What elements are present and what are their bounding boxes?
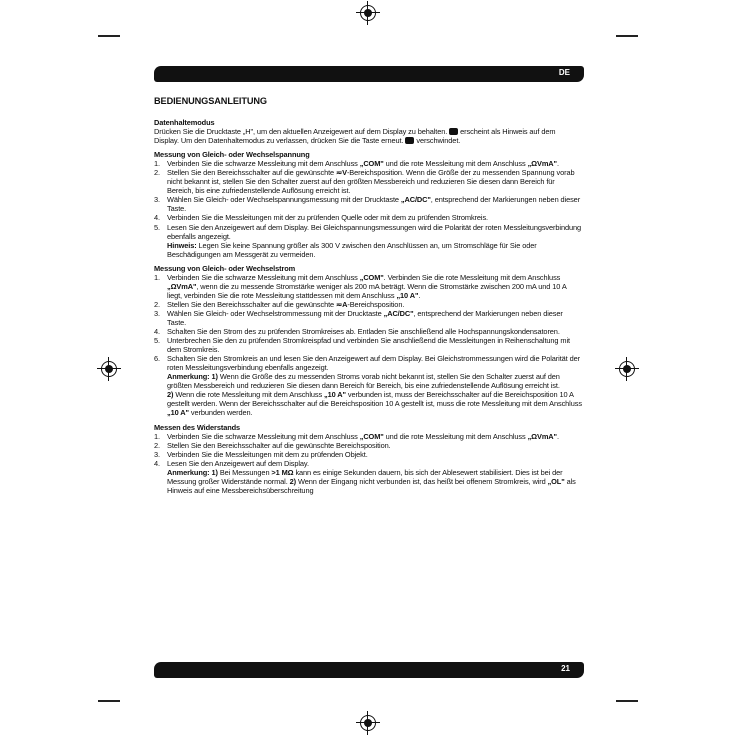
voltage-steps <box>154 159 582 259</box>
list-item: 5. Lesen Sie den Anzeigewert auf dem Display. Bei Gleichspannungsmessungen wird die Polarität der roten Messleitungsverbindung ebenfalls angezeigt. Hinweis: Legen Sie keine Spannung größer als 300 V zwischen den Anschlüssen an, um Stromschläge für Sie oder Beschädigungen am Messgerät zu vermeiden. <box>154 222 582 259</box>
section-title-voltage: Messung von Gleich- oder Wechselspannung <box>154 150 310 160</box>
list-item: 4. Lesen Sie den Anzeigewert auf dem Display. Anmerkung: 1) Bei Messungen >1 MΩ kann es einige Sekunden dauern, bis sich der Ablesewert stabilisiert. Dies ist bei der Messung großer Widerstände normal. 2) Wenn der Eingang nicht verbunden ist, das heißt bei offenem Stromkreis, wird „OL" als Hinweis auf eine Messbereichsüberschreitung <box>154 458 576 495</box>
section-title-hold: Datenhaltemodus <box>154 118 215 127</box>
resistance-steps <box>154 432 582 495</box>
header-bar <box>154 66 584 82</box>
hold-symbol-icon <box>449 128 458 135</box>
hold-paragraph: Drücken Sie die Drucktaste „H", um den aktuellen Anzeigewert auf dem Display zu behalten. erscheint als Hinweis auf dem Display. Um den Datenhaltemodus zu verlassen, drücken Sie die Taste erneut. verschwindet. <box>154 127 556 146</box>
list-item: 2. Stellen Sie den Bereichsschalter auf die gewünschte Bereichsposition. <box>154 440 391 450</box>
crop-mark <box>98 35 120 37</box>
list-item: 1. Verbinden Sie die schwarze Messleitung mit dem Anschluss „COM" und die rote Messleitung mit dem Anschluss „ΩVmA". <box>154 431 559 441</box>
list-item: 4. Schalten Sie den Strom des zu prüfenden Stromkreises ab. Entladen Sie anschließend alle Hochspannungskondensatoren. <box>154 327 560 337</box>
list-item: 2. Stellen Sie den Bereichsschalter auf die gewünschte ≂A-Bereichsposition. <box>154 299 405 309</box>
manual-content <box>154 95 582 495</box>
list-item: 3. Wählen Sie Gleich- oder Wechselstrommessung mit der Drucktaste „AC/DC", entsprechend der Markierungen neben dieser Taste. <box>154 308 563 327</box>
section-title-resistance: Messen des Widerstands <box>154 422 241 432</box>
registration-mark-right <box>619 361 635 377</box>
list-item: 3. Verbinden Sie die Messleitungen mit dem zu prüfenden Objekt. <box>154 449 368 459</box>
current-steps <box>154 273 582 418</box>
crop-mark <box>616 35 638 37</box>
hold-symbol-icon <box>405 137 414 144</box>
list-item: 4. Verbinden Sie die Messleitungen mit der zu prüfenden Quelle oder mit dem zu prüfenden Stromkreis. <box>154 213 489 223</box>
list-item: 5. Unterbrechen Sie den zu prüfenden Stromkreispfad und verbinden Sie anschließend die Messleitungen in Reihenschaltung mit dem Stromkreis. <box>154 336 570 355</box>
registration-mark-top <box>360 5 376 21</box>
list-item: 1. Verbinden Sie die schwarze Messleitung mit dem Anschluss „COM" und die rote Messleitung mit dem Anschluss „ΩVmA". <box>154 159 559 169</box>
crop-mark <box>98 700 120 702</box>
list-item: 1. Verbinden Sie die schwarze Messleitung mit dem Anschluss „COM". Verbinden Sie die rote Messleitung mit dem Anschluss „ΩVmA", wenn die zu messende Stromstärke weniger als 200 mA beträgt. Wenn die Stromstärke zwischen 200 mA und 10 A liegt, verbinden Sie die rote Messleitung stattdessen mit dem Anschluss „10 A". <box>154 272 567 300</box>
document-title: BEDIENUNGSANLEITUNG <box>154 96 267 106</box>
list-item: 2. Stellen Sie den Bereichsschalter auf die gewünschte ≂V-Bereichsposition. Wenn die Größe der zu messenden Spannung vorab nicht bekannt ist, stellen Sie den Schalter zuerst auf den größten Messbereich und reduzieren Sie diesen dann Bereich für Bereich, bis eine zufriedenstellende Auflösung erreicht ist. <box>154 168 575 196</box>
registration-mark-bottom <box>360 715 376 731</box>
language-label: DE <box>558 68 570 77</box>
crop-mark <box>616 700 638 702</box>
list-item: 3. Wählen Sie Gleich- oder Wechselspannungsmessung mit der Drucktaste „AC/DC", entsprechend der Markierungen neben dieser Taste. <box>154 195 581 214</box>
list-item: 6. Schalten Sie den Stromkreis an und lesen Sie den Anzeigewert auf dem Display. Bei Gleichstrommessungen wird die Polarität der roten Messleitungsverbindung ebenfalls angezeigt. Anmerkung: 1) Wenn die Größe des zu messenden Stroms vorab nicht bekannt ist, stellen Sie den Schalter zuerst auf den größten Messbereich und reduzieren Sie diesen dann Bereich für Bereich, bis eine zufriedenstellende Auflösung erreicht ist. 2) Wenn die rote Messleitung mit dem Anschluss „10 A" verbunden ist, muss der Bereichsschalter auf die Bereichsposition 10 A gestellt werden. Wenn der Bereichsschalter auf die Bereichsposition 10 A gestellt ist, muss die rote Messleitung mit dem Anschluss „10 A" verbunden werden. <box>154 354 582 418</box>
footer-bar <box>154 662 584 678</box>
section-title-current: Messung von Gleich- oder Wechselstrom <box>154 263 296 273</box>
page-number: 21 <box>561 664 570 673</box>
registration-mark-left <box>101 361 117 377</box>
